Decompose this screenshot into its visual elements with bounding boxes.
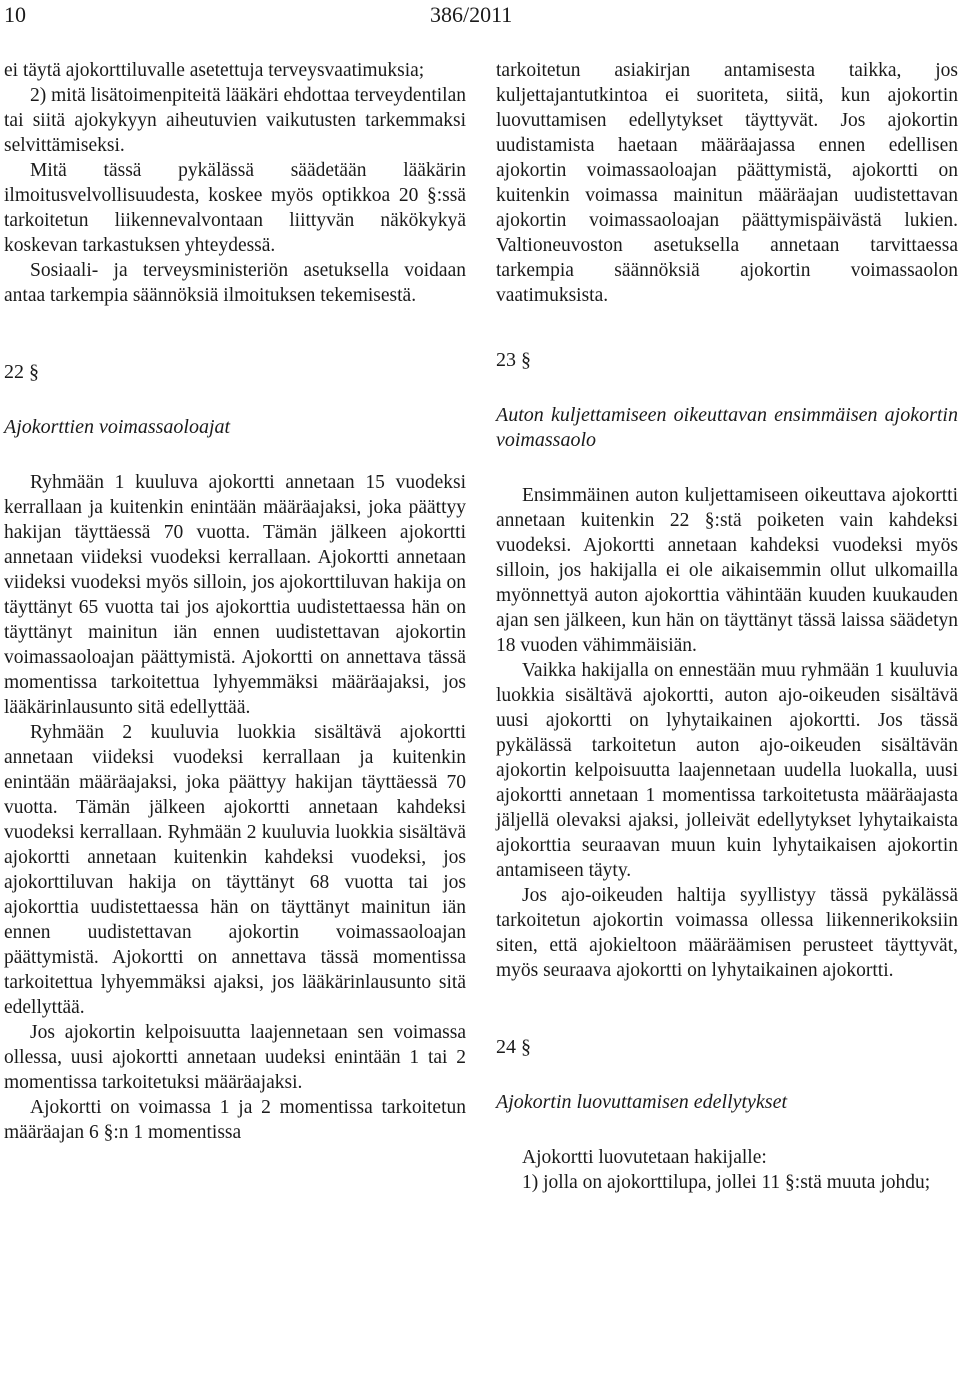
paragraph: Jos ajokortin kelpoisuutta laajennetaan sen voimassa ollessa, uusi ajokortti annetaan uudeksi enintään 1 tai 2 momentissa tarkoitetuksi määräajaksi.: [4, 1022, 466, 1093]
paragraph: Sosiaali- ja terveysministeriön asetuksella voidaan antaa tarkempia säännöksiä ilmoituksen tekemisestä.: [4, 260, 466, 306]
section-number-22: 22 §: [4, 361, 39, 383]
spacer: [4, 440, 466, 470]
spacer: [496, 1115, 958, 1145]
page-header: [0, 0, 960, 36]
spacer: [496, 1060, 958, 1090]
spacer: [496, 983, 958, 1035]
section-number-23: 23 §: [496, 349, 531, 371]
paragraph: Vaikka hakijalla on ennestään muu ryhmään 1 kuuluvia luokkia sisältävä ajokortti, auton ajo-oikeuden sisältävä uusi ajokortti on lyhytaikainen ajokortti. Jos tässä pykälässä tarkoitetun auton ajo-oikeuden sisältävän ajokortin kelpoisuutta laajennetaan uudella luokalla, uusi ajokortti annetaan 1 momentissa tarkoitetusta määräajasta jäljellä olevaksi ajaksi, jolleivät edellytykset lyhytaikaista ajokorttia seuraavan muun kuin lyhytaikaisen ajokortin antamiseen täyty.: [496, 660, 958, 881]
left-column: [4, 58, 466, 1145]
list-item: 1) jolla on ajokorttilupa, jollei 11 §:stä muuta johdu;: [522, 1172, 931, 1193]
paragraph: Ryhmään 1 kuuluva ajokortti annetaan 15 vuodeksi kerrallaan ja kuitenkin enintään määräajaksi, joka päättyy hakijan täyttäessä 70 vuotta. Tämän jälkeen ajokortti annetaan viideksi vuodeksi kerrallaan. Ajokortti annetaan viideksi vuodeksi myös silloin, jos ajokorttiluvan hakija on täyttänyt 65 vuotta tai jos ajokorttia uudistettaessa hän on täyttänyt mainitun iän ennen uudistettavan ajokortin voimassaoloajan päättymistä. Ajokortti on annettava tässä momentissa tarkoitettua lyhyemmäksi määräajaksi, jos lääkärinlausunto sitä edellyttää.: [4, 472, 466, 718]
paragraph: ei täytä ajokorttiluvalle asetettuja terveysvaatimuksia;: [4, 60, 425, 81]
page-number: 10: [4, 2, 26, 27]
right-column: [496, 58, 958, 1195]
paragraph: tarkoitetun asiakirjan antamisesta taikka, jos kuljettajantutkintoa ei suoriteta, siitä, kun ajokortin luovuttamisen edellytykset täyttyvät. Jos ajokortin uudistamista haetaan määräajassa ennen edellisen ajokortin voimassaoloajan päättymistä, ajokortti on kuitenkin voimassa mainitun määräajan uudistettavan ajokortin voimassaoloajan päättymispäivästä lukien. Valtioneuvoston asetuksella annetaan tarvittaessa tarkempia säännöksiä ajokortin voimassaolon vaatimuksista.: [496, 60, 958, 306]
paragraph: Ajokortti luovutetaan hakijalle:: [522, 1147, 767, 1168]
paragraph: Ajokortti on voimassa 1 ja 2 momentissa tarkoitetun määräajan 6 §:n 1 momentissa: [4, 1097, 466, 1143]
spacer: [4, 308, 466, 360]
section-title-23: Auton kuljettamiseen oikeuttavan ensimmäisen ajokortin voimassaolo: [496, 404, 958, 451]
paragraph: Mitä tässä pykälässä säädetään lääkärin ilmoitusvelvollisuudesta, koskee myös optikkoa 20 §:ssä tarkoitetun liikennevalvontaan liittyvän näkökykyä koskevan tarkastuksen yhteydessä.: [4, 160, 466, 256]
paragraph: Ensimmäinen auton kuljettamiseen oikeuttava ajokortti annetaan kuitenkin 22 §:stä poiketen vain kahdeksi vuodeksi. Ajokortti annetaan kahdeksi vuodeksi myös silloin, jos hakijalla ei ole aikaisemmin ollut ulkomailla myönnettyä auton ajokorttia vähintään kuuden kuukauden ajan sen jälkeen, kun hän on täyttänyt tässä laissa säädetyn 18 vuoden vähimmäisiän.: [496, 485, 958, 656]
section-title-22: Ajokorttien voimassaoloajat: [4, 416, 231, 438]
section-title-24: Ajokortin luovuttamisen edellytykset: [496, 1091, 788, 1113]
paragraph: Jos ajo-oikeuden haltija syyllistyy tässä pykälässä tarkoitetun ajokortin voimassa ollessa liikennerikoksiin siten, että ajokieltoon määräämisen perusteet täyttyvät, myös seuraava ajokortti on lyhytaikainen ajokortti.: [496, 885, 958, 981]
section-number-24: 24 §: [496, 1036, 531, 1058]
paragraph: Ryhmään 2 kuuluvia luokkia sisältävä ajokortti annetaan viideksi vuodeksi kerrallaan ja kuitenkin enintään määräajaksi, joka päättyy hakijan täyttäessä 70 vuotta. Tämän jälkeen ajokortti annetaan kahdeksi vuodeksi kerrallaan. Ryhmään 2 kuuluvia luokkia sisältävä ajokortti annetaan kuitenkin kahdeksi vuodeksi, jos ajokorttiluvan hakija on täyttänyt 68 vuotta tai jos ajokorttia uudistettaessa hän on täyttänyt mainitun iän ennen uudistettavan ajokortin voimassaoloajan päättymistä. Ajokortti on annettava tässä momentissa tarkoitettua lyhyemmäksi ajaksi, jos lääkärinlausunto sitä edellyttää.: [4, 722, 466, 1018]
spacer: [4, 385, 466, 415]
issue-number: 386/2011: [430, 2, 513, 27]
spacer: [496, 373, 958, 403]
spacer: [496, 453, 958, 483]
list-item: 2) mitä lisätoimenpiteitä lääkäri ehdottaa terveydentilan tai siitä ajokykyyn aiheutuvien vaikutusten tarkemmaksi selvittämiseksi.: [4, 85, 466, 156]
spacer: [496, 308, 958, 348]
